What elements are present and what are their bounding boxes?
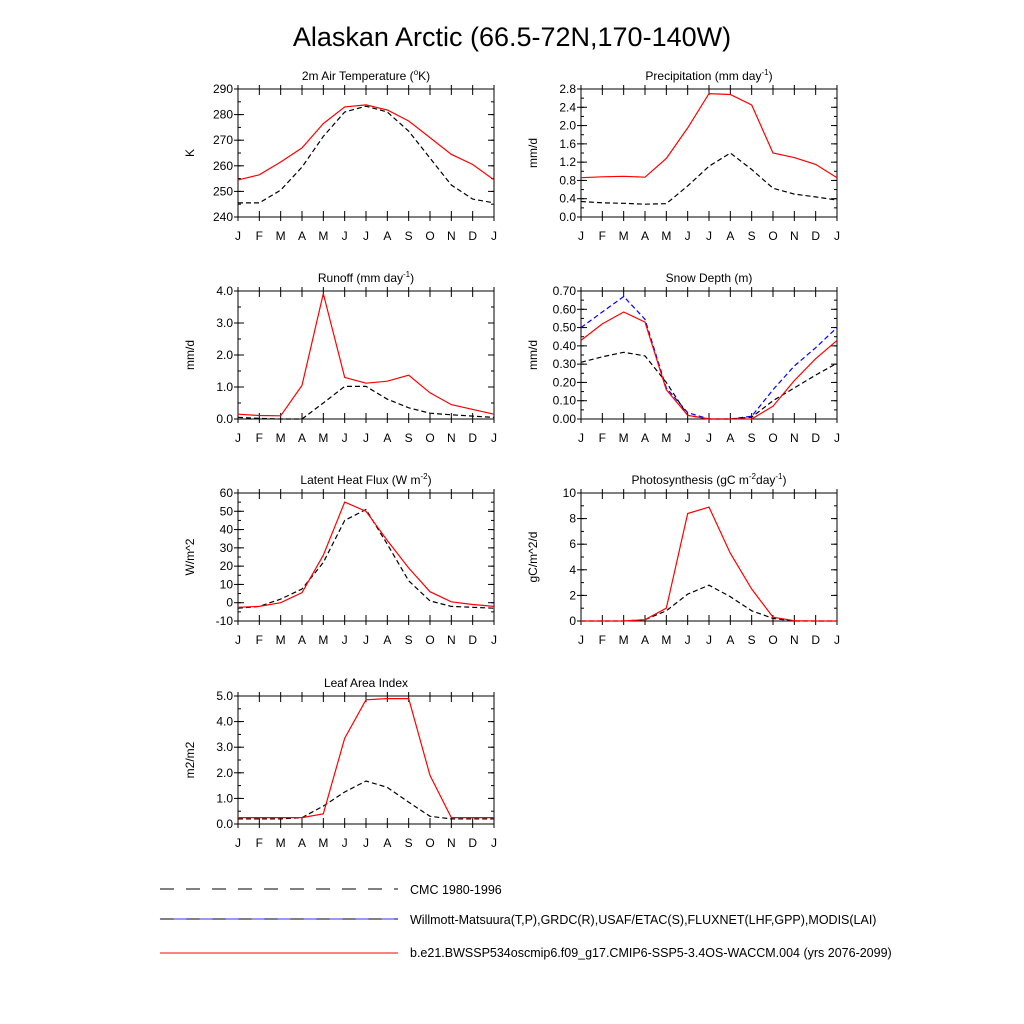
panel-runoff xyxy=(183,270,497,445)
x-tick-label: D xyxy=(468,633,478,647)
x-tick-label: M xyxy=(318,229,329,243)
y-tick-label: 2.0 xyxy=(559,118,576,133)
series-line-model xyxy=(238,502,494,607)
x-tick-label: F xyxy=(598,431,607,445)
x-tick-label: A xyxy=(640,633,650,647)
panel-lai xyxy=(183,676,497,850)
x-tick-label: J xyxy=(491,836,497,850)
x-tick-label: S xyxy=(404,836,413,850)
x-tick-label: N xyxy=(446,431,456,445)
panel-title-superscript: -1 xyxy=(403,270,411,279)
x-tick-label: D xyxy=(811,229,821,243)
x-tick-label: J xyxy=(341,633,348,647)
x-tick-label: A xyxy=(383,633,392,647)
y-tick-label: 0.10 xyxy=(552,393,576,408)
panel-title xyxy=(318,270,414,285)
x-tick-label: D xyxy=(811,633,821,647)
panel-title-text: K) xyxy=(418,69,431,83)
y-tick-label: 2.0 xyxy=(216,348,233,362)
x-tick-label: D xyxy=(468,229,478,243)
x-tick-label: J xyxy=(834,431,840,445)
x-tick-label: J xyxy=(578,229,584,243)
y-tick-label: 0.0 xyxy=(216,412,233,426)
y-tick-label: 30 xyxy=(219,540,233,555)
x-tick-label: M xyxy=(275,431,286,445)
x-tick-label: A xyxy=(297,836,307,850)
y-tick-label: 8 xyxy=(569,511,576,526)
x-tick-label: A xyxy=(726,633,735,647)
y-tick-label: 0 xyxy=(569,614,576,628)
legend xyxy=(160,883,892,960)
panel-title-text: ) xyxy=(768,69,773,83)
x-tick-label: J xyxy=(341,836,348,850)
y-axis-label: mm/d xyxy=(183,340,197,370)
legend-item-obs xyxy=(160,913,876,927)
y-tick-label: 3.0 xyxy=(216,740,233,755)
y-tick-label: 0.0 xyxy=(559,210,576,224)
x-tick-label: F xyxy=(255,229,264,243)
y-tick-label: 5.0 xyxy=(216,689,233,703)
x-tick-label: J xyxy=(578,431,584,445)
panel-title xyxy=(645,68,772,83)
y-tick-label: 1.2 xyxy=(559,155,576,170)
x-tick-label: M xyxy=(661,431,672,445)
x-tick-label: J xyxy=(706,229,712,243)
x-tick-label: F xyxy=(598,633,607,647)
y-tick-label: 280 xyxy=(212,107,233,122)
panel-lhf xyxy=(183,472,497,647)
x-tick-label: J xyxy=(684,229,691,243)
y-tick-label: 40 xyxy=(219,522,233,537)
x-tick-label: O xyxy=(768,633,778,647)
x-tick-label: D xyxy=(468,836,478,850)
y-tick-label: 0.4 xyxy=(559,191,576,206)
x-tick-label: M xyxy=(318,431,329,445)
panel-title-text: Leaf Area Index xyxy=(323,676,409,690)
y-tick-label: 0.60 xyxy=(552,302,576,317)
x-tick-label: O xyxy=(425,633,435,647)
y-axis-label: m2/m2 xyxy=(183,741,197,779)
x-tick-label: J xyxy=(834,633,840,647)
x-tick-label: M xyxy=(275,836,286,850)
x-tick-label: F xyxy=(255,633,264,647)
x-tick-label: A xyxy=(383,836,392,850)
legend-item-model xyxy=(160,946,892,960)
panel-title-superscript: -2 xyxy=(420,472,428,481)
x-tick-label: O xyxy=(425,431,435,445)
x-tick-label: J xyxy=(363,431,369,445)
x-tick-label: O xyxy=(768,431,778,445)
x-tick-label: J xyxy=(341,431,348,445)
panel-title-superscript: o xyxy=(413,68,419,77)
x-tick-label: A xyxy=(640,229,650,243)
y-tick-label: 4 xyxy=(569,562,576,577)
x-tick-label: N xyxy=(446,633,456,647)
x-tick-label: A xyxy=(297,633,307,647)
y-tick-label: 2.4 xyxy=(559,100,576,115)
x-tick-label: S xyxy=(404,431,413,445)
y-tick-label: 0.0 xyxy=(216,817,233,831)
panel-title-text: day xyxy=(756,473,776,487)
x-tick-label: J xyxy=(235,836,241,850)
panel-title xyxy=(666,271,753,285)
x-tick-label: N xyxy=(789,229,799,243)
legend-label-model: b.e21.BWSSP534oscmip6.f09_g17.CMIP6-SSP5-3.4OS-WACCM.004 (yrs 2076-2099) xyxy=(410,946,892,960)
y-tick-label: 10 xyxy=(219,577,233,592)
x-tick-label: J xyxy=(363,836,369,850)
series-line-model xyxy=(581,312,837,419)
x-tick-label: A xyxy=(640,431,650,445)
panel-title-superscript: -1 xyxy=(761,68,769,77)
y-axis-label: W/m^2 xyxy=(183,538,197,576)
y-tick-label: 3.0 xyxy=(216,316,233,330)
x-tick-label: M xyxy=(275,633,286,647)
panel-tsa xyxy=(183,68,497,243)
y-tick-label: 1.0 xyxy=(216,380,233,394)
panel-title xyxy=(632,472,787,487)
x-tick-label: S xyxy=(404,229,413,243)
y-tick-label: 2.8 xyxy=(559,82,576,96)
plot-frame xyxy=(581,493,837,621)
y-tick-label: 60 xyxy=(219,486,233,500)
x-tick-label: F xyxy=(255,431,264,445)
y-tick-label: 0.8 xyxy=(559,173,576,188)
x-tick-label: A xyxy=(726,229,735,243)
x-tick-label: A xyxy=(297,431,307,445)
x-tick-label: J xyxy=(363,633,369,647)
y-tick-label: 6 xyxy=(569,537,576,552)
x-tick-label: A xyxy=(297,229,307,243)
y-tick-label: 2.0 xyxy=(216,765,233,780)
x-tick-label: J xyxy=(363,229,369,243)
x-tick-label: A xyxy=(383,229,392,243)
x-tick-label: N xyxy=(446,836,456,850)
panel-title-text: ) xyxy=(427,473,432,487)
y-tick-label: 270 xyxy=(212,133,233,148)
series-line-obs xyxy=(238,510,494,609)
plot-frame xyxy=(238,89,494,217)
x-tick-label: N xyxy=(446,229,456,243)
series-line-model xyxy=(238,699,494,818)
x-tick-label: O xyxy=(768,229,778,243)
series-line-model xyxy=(238,105,494,180)
panel-title-text: Latent Heat Flux (W m xyxy=(300,473,421,487)
x-tick-label: M xyxy=(618,633,629,647)
x-tick-label: M xyxy=(275,229,286,243)
x-tick-label: J xyxy=(491,229,497,243)
panel-title-text: Runoff (mm day xyxy=(317,271,404,285)
series-line-obs xyxy=(238,106,494,203)
y-tick-label: 250 xyxy=(212,184,233,199)
panel-snowdp xyxy=(526,271,840,445)
x-tick-label: J xyxy=(341,229,348,243)
panel-title xyxy=(300,472,431,487)
y-tick-label: 1.6 xyxy=(559,136,576,151)
y-tick-label: 0.20 xyxy=(552,375,576,390)
panel-title-text: Snow Depth (m) xyxy=(665,271,753,285)
y-tick-label: 50 xyxy=(219,504,233,519)
x-tick-label: D xyxy=(811,431,821,445)
panel-title xyxy=(302,68,430,83)
y-tick-label: 0.30 xyxy=(552,357,576,372)
y-tick-label: 20 xyxy=(219,559,233,574)
y-axis-label: gC/m^2/d xyxy=(526,531,540,583)
x-tick-label: O xyxy=(425,229,435,243)
x-tick-label: S xyxy=(747,633,756,647)
y-tick-label: 240 xyxy=(212,210,233,224)
y-tick-label: 4.0 xyxy=(216,714,233,729)
x-tick-label: J xyxy=(491,633,497,647)
panel-title-superscript: -2 xyxy=(748,472,757,481)
plot-frame xyxy=(581,89,837,217)
y-tick-label: 0.70 xyxy=(552,284,576,298)
series-line-obs xyxy=(238,781,494,819)
x-tick-label: J xyxy=(706,431,712,445)
panels xyxy=(183,68,840,850)
x-tick-label: M xyxy=(318,836,329,850)
x-tick-label: J xyxy=(706,633,712,647)
x-tick-label: J xyxy=(578,633,584,647)
y-tick-label: 2 xyxy=(569,588,576,603)
figure-title: Alaskan Arctic (66.5-72N,170-140W) xyxy=(292,22,732,52)
x-tick-label: M xyxy=(618,229,629,243)
x-tick-label: J xyxy=(235,229,241,243)
y-tick-label: 0 xyxy=(226,595,233,610)
y-tick-label: 1.0 xyxy=(216,791,233,806)
y-tick-label: 0.50 xyxy=(552,320,576,335)
series-line-obs xyxy=(581,153,837,204)
y-tick-label: 290 xyxy=(212,82,233,96)
panel-title-text: Precipitation (mm day xyxy=(645,69,762,83)
series-line-model xyxy=(581,94,837,178)
y-axis-label: mm/d xyxy=(526,138,540,168)
y-tick-label: 10 xyxy=(562,486,576,500)
plot-frame xyxy=(238,291,494,419)
panel-gpp xyxy=(526,472,840,647)
x-tick-label: N xyxy=(789,431,799,445)
x-tick-label: M xyxy=(661,229,672,243)
x-tick-label: J xyxy=(235,633,241,647)
y-tick-label: 0.40 xyxy=(552,338,576,353)
x-tick-label: F xyxy=(598,229,607,243)
legend-label-cmc: CMC 1980-1996 xyxy=(410,883,502,897)
x-tick-label: J xyxy=(684,633,691,647)
plot-frame xyxy=(238,696,494,824)
x-tick-label: S xyxy=(747,229,756,243)
x-tick-label: F xyxy=(255,836,264,850)
panel-title-text: ) xyxy=(782,473,787,487)
panel-precip xyxy=(526,68,840,243)
series-line-model xyxy=(581,507,837,621)
x-tick-label: J xyxy=(684,431,691,445)
x-tick-label: M xyxy=(618,431,629,445)
y-tick-label: -10 xyxy=(215,614,233,628)
legend-label-obs: Willmott-Matsuura(T,P),GRDC(R),USAF/ETAC(S),FLUXNET(LHF,GPP),MODIS(LAI) xyxy=(410,913,877,927)
y-tick-label: 0.00 xyxy=(552,412,576,426)
series-line-obs xyxy=(581,352,837,419)
x-tick-label: A xyxy=(726,431,735,445)
panel-title-text: Photosynthesis (gC m xyxy=(631,473,749,487)
y-axis-label: K xyxy=(183,148,197,158)
x-tick-label: M xyxy=(318,633,329,647)
y-tick-label: 260 xyxy=(212,158,233,173)
x-tick-label: S xyxy=(747,431,756,445)
x-tick-label: O xyxy=(425,836,435,850)
y-tick-label: 4.0 xyxy=(216,284,233,298)
x-tick-label: D xyxy=(468,431,478,445)
panel-title xyxy=(324,676,408,690)
y-axis-label: mm/d xyxy=(526,340,540,370)
panel-title-superscript: -1 xyxy=(775,472,783,481)
series-line-model xyxy=(238,294,494,416)
panel-title-text: ) xyxy=(410,271,415,285)
x-tick-label: M xyxy=(661,633,672,647)
x-tick-label: J xyxy=(491,431,497,445)
plot-frame xyxy=(581,291,837,419)
panel-title-text: 2m Air Temperature ( xyxy=(301,69,414,83)
x-tick-label: J xyxy=(235,431,241,445)
x-tick-label: S xyxy=(404,633,413,647)
x-tick-label: N xyxy=(789,633,799,647)
legend-item-cmc xyxy=(160,883,502,897)
x-tick-label: J xyxy=(834,229,840,243)
x-tick-label: A xyxy=(383,431,392,445)
